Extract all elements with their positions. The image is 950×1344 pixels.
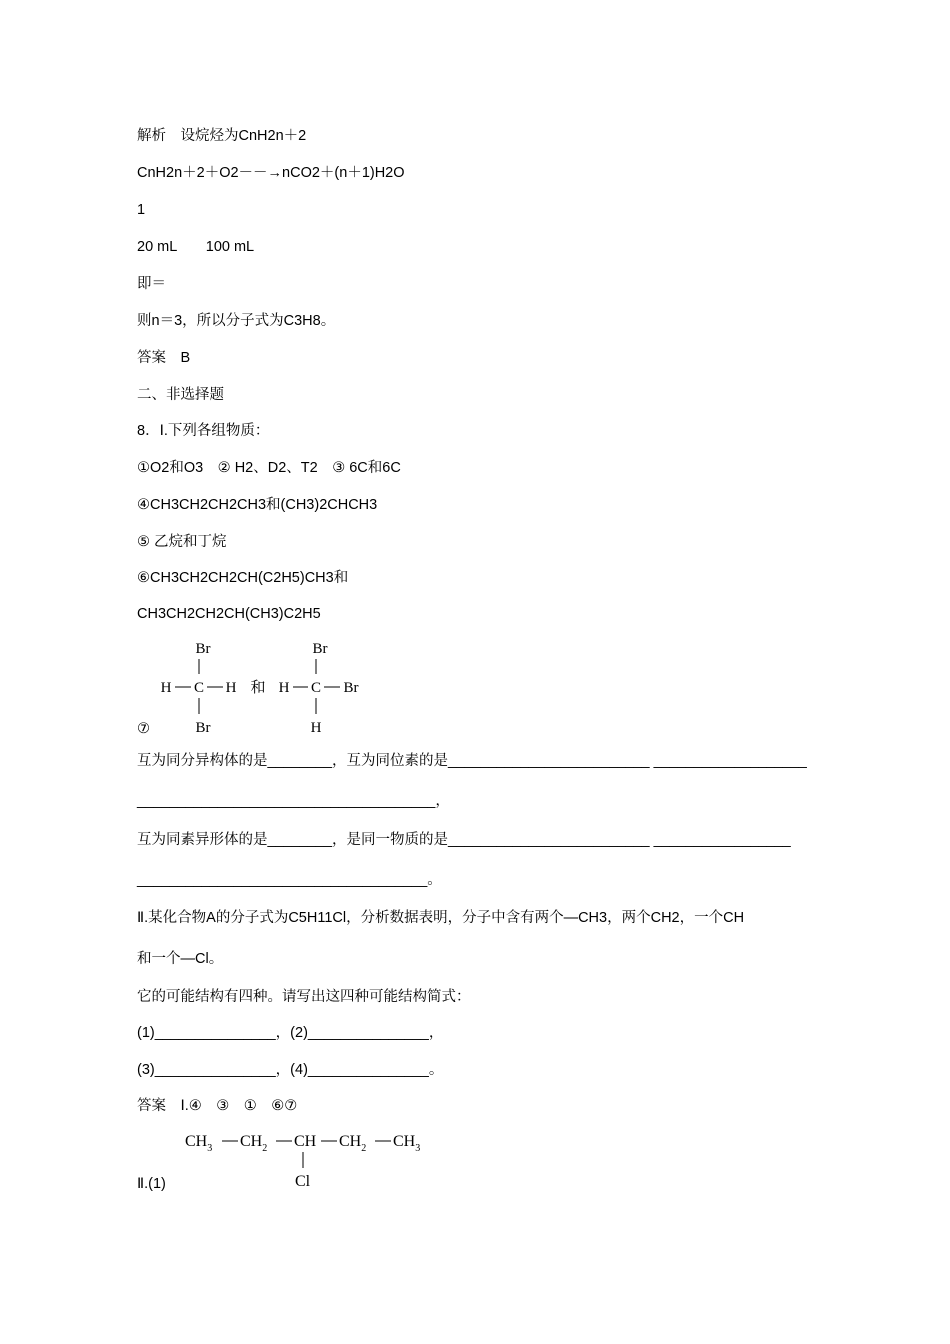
part-2-stem-a: Ⅱ.某化合物A的分子式为C5H11Cl，分析数据表明，分子中含有两个—CH3，两个CH2，一个CH [137, 910, 745, 926]
item-1-3: ①O2和O3 ② H2、D2、T2 ③ 6C和6C [137, 460, 401, 476]
fill-question-1b: _____________________________________， [137, 793, 450, 809]
h-right-left: H [278, 680, 290, 696]
section-heading: 二、非选择题 [137, 387, 224, 403]
item-6-part-a: ⑥CH3CH2CH2CH(C2H5)CH3和 [137, 570, 349, 586]
item-4: ④CH3CH2CH2CH3和(CH3)2CHCH3 [137, 497, 378, 513]
analysis-volumes: 20 mL 100 mL [137, 239, 255, 255]
br-right: Br [343, 680, 359, 696]
part-2-stem-b: 和一个—Cl。 [137, 951, 224, 967]
cl-atom: Cl [295, 1173, 311, 1190]
analysis-ratio-1: 1 [137, 202, 146, 218]
br-top-right: Br [312, 641, 328, 657]
question-8-title: 8．Ⅰ.下列各组物质： [137, 423, 270, 439]
ch-center: CH [294, 1133, 317, 1150]
c-right: C [310, 680, 322, 696]
analysis-equation: CnH2n＋2＋O2－－→nCO2＋(n＋1)H2O [137, 165, 405, 181]
answer-structure-1 [180, 1126, 440, 1192]
br-bottom-left: Br [195, 720, 211, 736]
analysis-equality: 即＝ [137, 276, 166, 292]
ch3-right: $CH_3$ [393, 1133, 421, 1154]
br-top-left: Br [195, 641, 211, 657]
fill-question-1a: 互为同分异构体的是________，互为同位素的是_________________________ ___________________ [137, 753, 807, 769]
fill-question-2b: ____________________________________。 [137, 872, 442, 888]
blanks-3-4: (3)_______________，(4)_______________。 [137, 1062, 444, 1078]
c-left: C [193, 680, 205, 696]
h-left-left: H [160, 680, 172, 696]
and-word: 和 [250, 680, 266, 696]
answer-part-1: 答案 Ⅰ.④ ③ ① ⑥⑦ [137, 1098, 298, 1114]
ch3-left: $CH_3$ [185, 1133, 213, 1154]
answer-part-2-label: Ⅱ.(1) [137, 1176, 166, 1192]
item-5: ⑤ 乙烷和丁烷 [137, 534, 227, 550]
fill-question-2a: 互为同素异形体的是________，是同一物质的是_________________________ _________________ [137, 832, 791, 848]
ch2-second: $CH_2$ [339, 1133, 367, 1154]
h-bottom-right: H [310, 720, 322, 736]
item-7-label: ⑦ [137, 721, 150, 737]
analysis-conclusion: 则n＝3，所以分子式为C3H8。 [137, 313, 336, 329]
ch2-first: $CH_2$ [240, 1133, 268, 1154]
item-6-part-b: CH3CH2CH2CH(CH3)C2H5 [137, 606, 321, 622]
part-2-stem-c: 它的可能结构有四种。请写出这四种可能结构简式： [137, 989, 471, 1005]
h-left-right: H [225, 680, 237, 696]
answer-line: 答案 B [137, 350, 191, 366]
blanks-1-2: (1)_______________，(2)_______________， [137, 1025, 444, 1041]
analysis-line-1: 解析 设烷烃为CnH2n＋2 [137, 128, 307, 144]
dibromomethane-structure [137, 634, 377, 744]
